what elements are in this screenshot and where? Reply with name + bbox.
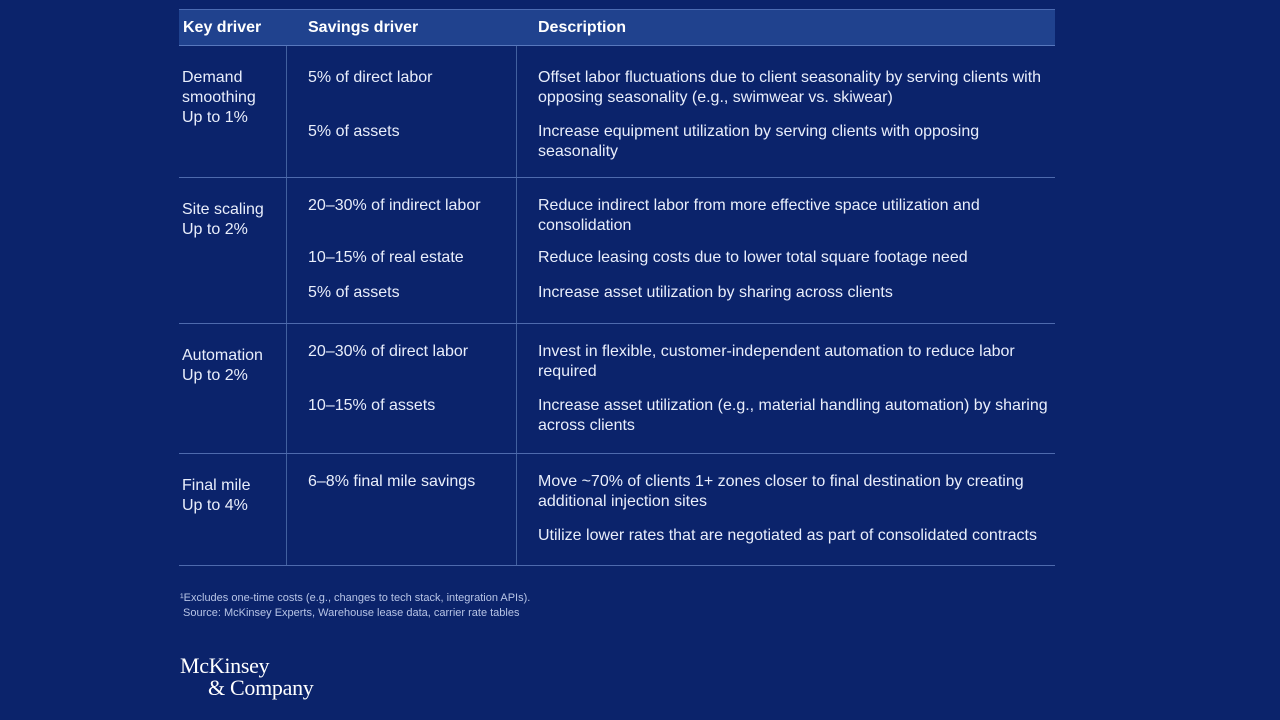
driver-upto: Up to 1%	[182, 109, 248, 126]
description-text: Move ~70% of clients 1+ zones closer to final destination by creating additional injection sites	[538, 473, 1024, 510]
key-driver-cell	[179, 324, 287, 453]
key-driver-cell	[179, 46, 287, 177]
footnote	[180, 591, 530, 621]
table-row-site-scaling	[179, 178, 1055, 324]
table-row-automation	[179, 324, 1055, 454]
description-text: Utilize lower rates that are negotiated as part of consolidated contracts	[538, 527, 1037, 544]
footnote-source: Source: McKinsey Experts, Warehouse lease data, carrier rate tables	[183, 607, 520, 619]
savings-value: 5% of assets	[308, 123, 400, 140]
driver-upto: Up to 4%	[182, 497, 248, 514]
savings-value: 10–15% of real estate	[308, 249, 464, 266]
description-text: Reduce indirect labor from more effective space utilization and consolidation	[538, 197, 980, 234]
logo-line-2: & Company	[208, 675, 314, 700]
header-description: Description	[538, 18, 627, 36]
key-driver-cell	[179, 178, 287, 323]
header-savings-driver: Savings driver	[308, 18, 419, 36]
savings-value: 5% of assets	[308, 284, 400, 301]
savings-value: 20–30% of indirect labor	[308, 197, 481, 214]
description-cell	[517, 178, 1055, 323]
driver-upto: Up to 2%	[182, 221, 248, 238]
description-text: Invest in flexible, customer-independent automation to reduce labor required	[538, 343, 1015, 380]
description-cell	[517, 324, 1055, 453]
table-row-final-mile	[179, 454, 1055, 566]
savings-driver-cell	[287, 46, 517, 177]
driver-name: Site scaling	[182, 201, 264, 218]
savings-value: 10–15% of assets	[308, 397, 436, 414]
description-text: Offset labor fluctuations due to client seasonality by serving clients with opposing seasonality (e.g., swimwear vs. skiwear)	[538, 69, 1042, 106]
driver-name-cont: smoothing	[182, 89, 256, 106]
description-text: Increase equipment utilization by serving clients with opposing seasonality	[538, 123, 980, 160]
description-text: Reduce leasing costs due to lower total square footage need	[538, 249, 968, 266]
description-text: Increase asset utilization by sharing across clients	[538, 284, 893, 301]
footnote-excludes: ¹Excludes one-time costs (e.g., changes to tech stack, integration APIs).	[180, 592, 531, 604]
savings-table	[179, 9, 1055, 566]
savings-value: 20–30% of direct labor	[308, 343, 469, 360]
savings-driver-cell	[287, 178, 517, 323]
header-key-driver: Key driver	[183, 18, 262, 36]
savings-driver-cell	[287, 454, 517, 565]
driver-name: Automation	[182, 347, 263, 364]
description-cell	[517, 46, 1055, 177]
description-cell	[517, 454, 1055, 565]
description-text: Increase asset utilization (e.g., material handling automation) by sharing across clients	[538, 397, 1048, 434]
driver-name: Final mile	[182, 477, 251, 494]
savings-value: 5% of direct labor	[308, 69, 433, 86]
savings-value: 6–8% final mile savings	[308, 473, 476, 490]
driver-name: Demand	[182, 69, 243, 86]
savings-driver-cell	[287, 324, 517, 453]
mckinsey-logo	[180, 655, 313, 699]
table-row-demand-smoothing	[179, 46, 1055, 178]
table-header	[179, 9, 1055, 46]
logo-line-1: McKinsey	[180, 653, 270, 678]
key-driver-cell	[179, 454, 287, 565]
driver-upto: Up to 2%	[182, 367, 248, 384]
